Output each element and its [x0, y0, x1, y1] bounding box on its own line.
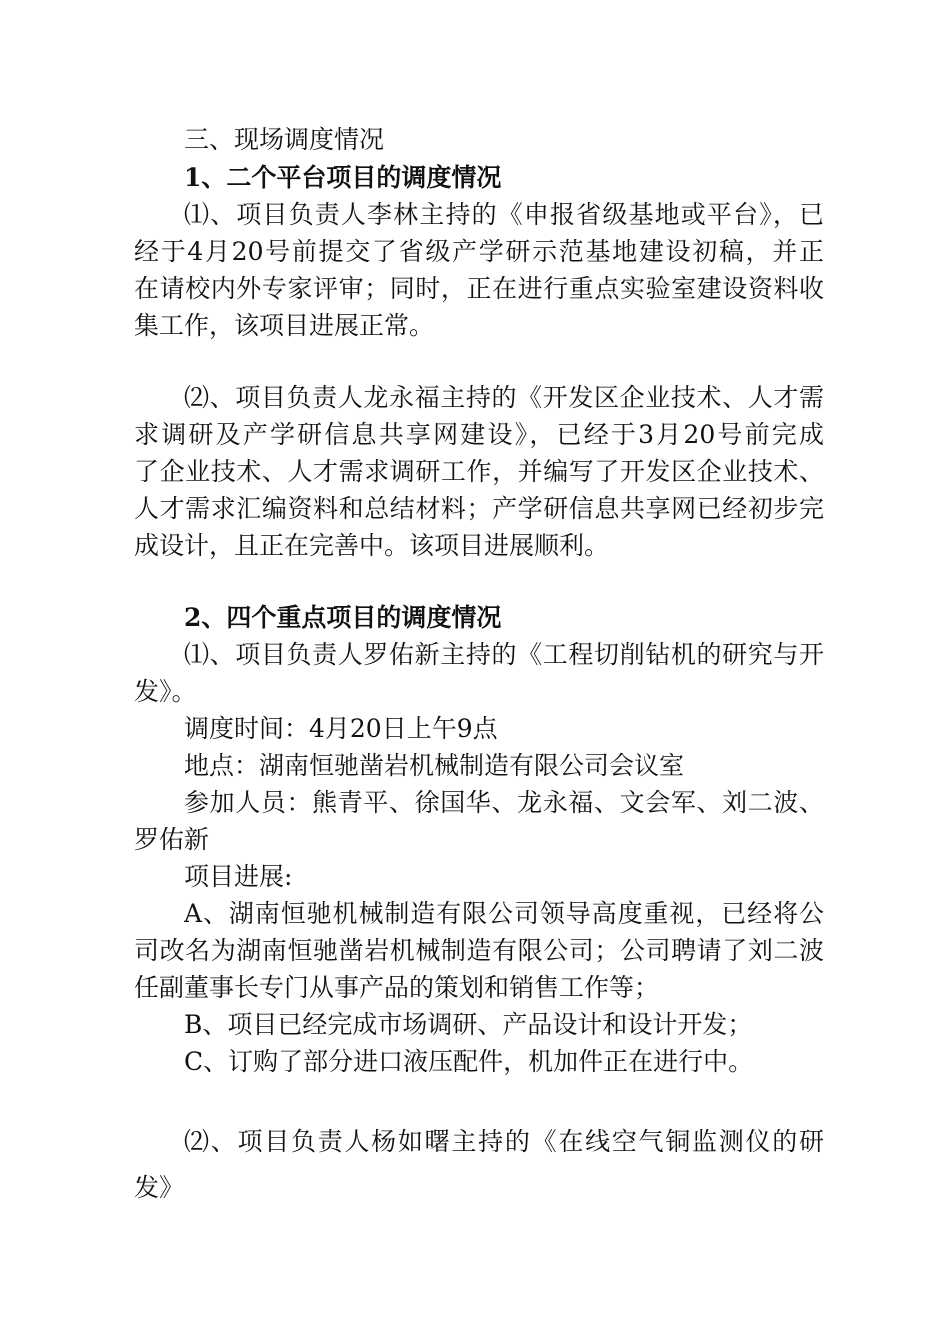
progress-a-line: 任副董事长专门从事产品的策划和销售工作等； [134, 973, 660, 1002]
paragraph-line: 发》。 [134, 677, 197, 706]
progress-a-line: A、湖南恒驰机械制造有限公司领导高度重视，已经将公 [184, 899, 824, 928]
paragraph-line: 成设计，且正在完善中。该项目进展顺利。 [134, 531, 610, 560]
progress-label: 项目进展: [184, 862, 293, 891]
platform-projects-heading: 1、二个平台项目的调度情况 [184, 163, 502, 192]
paragraph-line: 集工作，该项目进展正常。 [134, 311, 435, 340]
paragraph-line: 求调研及产学研信息共享网建设》，已经于3月20号前完成 [134, 420, 824, 449]
paragraph-line: 在请校内外专家评审；同时，正在进行重点实验室建设资料收 [134, 274, 824, 303]
section-heading: 三、现场调度情况 [184, 125, 385, 154]
meeting-location: 地点：湖南恒驰凿岩机械制造有限公司会议室 [184, 751, 685, 780]
progress-b: B、项目已经完成市场调研、产品设计和设计开发； [184, 1010, 753, 1039]
paragraph-line: 人才需求汇编资料和总结材料；产学研信息共享网已经初步完 [134, 494, 824, 523]
progress-c: C、订购了部分进口液压配件，机加件正在进行中。 [184, 1047, 754, 1076]
paragraph-line: 经于4月20号前提交了省级产学研示范基地建设初稿，并正 [134, 237, 824, 266]
schedule-time: 调度时间：4月20日上午9点 [184, 714, 498, 743]
progress-a-line: 司改名为湖南恒驰凿岩机械制造有限公司；公司聘请了刘二波 [134, 936, 824, 965]
paragraph-line: ⑵、项目负责人杨如曙主持的《在线空气铜监测仪的研 [184, 1127, 824, 1156]
paragraph-line: ⑴、项目负责人罗佑新主持的《工程切削钻机的研究与开 [184, 640, 824, 669]
participants-line: 参加人员：熊青平、徐国华、龙永福、文会军、刘二波、 [184, 788, 824, 817]
paragraph-line: ⑵、项目负责人龙永福主持的《开发区企业技术、人才需 [184, 383, 824, 412]
paragraph-line: 了企业技术、人才需求调研工作，并编写了开发区企业技术、 [134, 457, 824, 486]
paragraph-line: ⑴、项目负责人李林主持的《申报省级基地或平台》，已 [184, 200, 824, 229]
participants-line: 罗佑新 [134, 825, 210, 854]
paragraph-line: 发》 [134, 1173, 185, 1202]
key-projects-heading: 2、四个重点项目的调度情况 [184, 603, 502, 632]
